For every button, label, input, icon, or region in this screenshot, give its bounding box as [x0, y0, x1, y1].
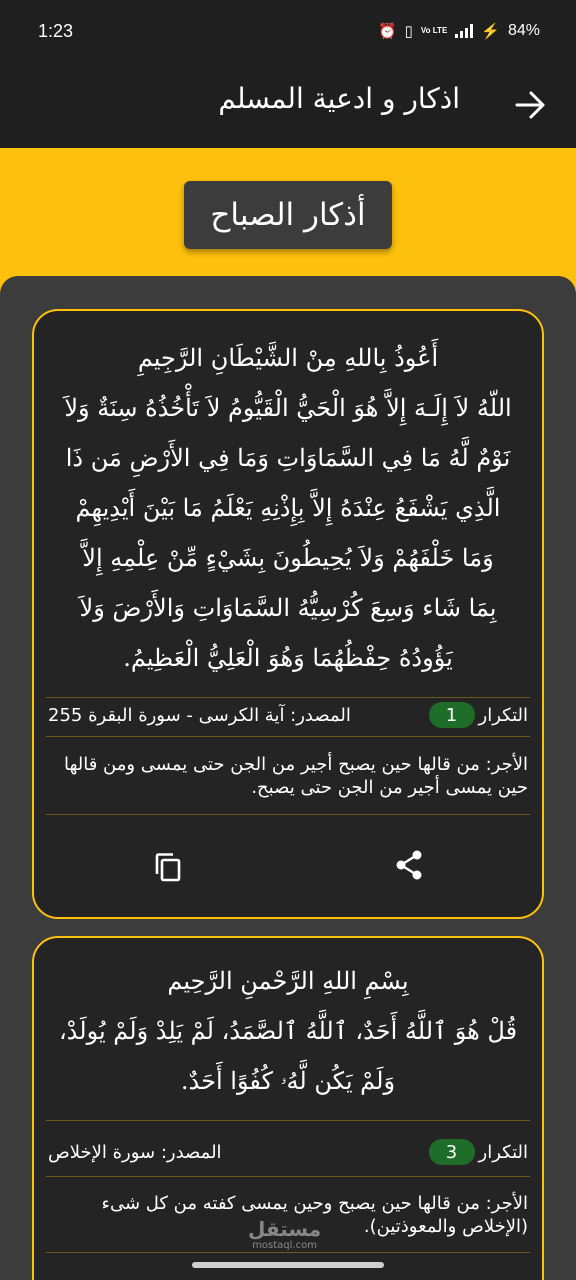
repeat-label: التكرار [478, 704, 528, 726]
meta-row [48, 697, 528, 733]
source-text: المصدر: آية الكرسى - سورة البقرة 255 [48, 704, 351, 726]
content-panel [0, 276, 576, 1280]
zikr-line: قُلْ هُوَ ٱللَّهُ أَحَدٌ، ٱللَّهُ ٱلصَّمَدُ، لَمْ يَلِدْ وَلَمْ يُولَدْ، [58, 1017, 518, 1045]
repeat-label: التكرار [478, 1141, 528, 1163]
share-button[interactable] [389, 845, 429, 885]
arrow-right-icon [514, 90, 548, 120]
copy-icon [154, 852, 182, 882]
zikr-line: يَؤُودُهُ حِفْظُهُمَا وَهُوَ الْعَلِيُّ الْعَظِيمُ. [123, 644, 453, 672]
back-button[interactable] [514, 90, 548, 120]
repeat-count-badge: 1 [429, 702, 475, 728]
watermark-sub: mostaql.com [252, 1240, 317, 1251]
zikr-text [48, 333, 528, 683]
zikr-card [32, 309, 544, 919]
charging-icon: ⚡ [481, 22, 500, 40]
divider [46, 736, 530, 737]
network-type: Vo LTE [420, 26, 448, 35]
repeat-count-badge: 3 [429, 1139, 475, 1165]
zikr-line: وَمَا خَلْفَهُمْ وَلاَ يُحِيطُونَ بِشَيْءٍ مِّنْ عِلْمِهِ إِلاَّ [82, 544, 494, 572]
watermark-main: مستقل [248, 1217, 322, 1241]
repeat-group [429, 702, 528, 728]
share-icon [394, 849, 424, 881]
copy-button[interactable] [148, 847, 188, 887]
alarm-icon: ⏰ [377, 22, 397, 40]
zikr-line: نَوْمٌ لَّهُ مَا فِي السَّمَاوَاتِ وَمَا فِي الأَرْضِ مَن ذَا [65, 444, 511, 472]
status-time: 1:23 [38, 20, 74, 41]
divider [46, 814, 530, 815]
zikr-line: بِسْمِ اللهِ الرَّحْمنِ الرَّحِيم [167, 967, 409, 995]
repeat-group [429, 1139, 528, 1165]
section-title: أذكار الصباح [184, 181, 392, 249]
divider [46, 1120, 530, 1121]
zikr-line: الَّذِي يَشْفَعُ عِنْدَهُ إِلاَّ بِإِذْنِهِ يَعْلَمُ مَا بَيْنَ أَيْدِيهِمْ [75, 494, 501, 522]
source-text: المصدر: سورة الإخلاص [48, 1141, 222, 1163]
home-indicator[interactable] [192, 1262, 384, 1268]
reward-text: الأجر: من قالها حين يصبح أجير من الجن حتى يمسى ومن قالها حين يمسى أجير من الجن حتى يصبح. [63, 754, 528, 798]
watermark-logo [248, 1218, 321, 1252]
zikr-line: اللّهُ لاَ إِلَـهَ إِلاَّ هُوَ الْحَيُّ الْقَيُّومُ لاَ تَأْخُذُهُ سِنَةٌ وَلاَ [64, 394, 512, 422]
reward-text: الأجر: من قالها حين يصبح وحين يمسى كفته من كل شىء (الإخلاص والمعوذتين). [101, 1193, 528, 1237]
divider [46, 1176, 530, 1177]
app-bar [0, 62, 576, 148]
zikr-line: بِمَا شَاء وَسِعَ كُرْسِيُّهُ السَّمَاوَاتِ وَالأَرْضَ وَلاَ [79, 594, 497, 622]
divider [46, 1252, 530, 1253]
zikr-line: أَعُوذُ بِاللهِ مِنْ الشَّيْطَانِ الرَّجِيمِ [137, 344, 439, 372]
vibrate-icon: ▯ [404, 22, 413, 40]
status-bar [0, 0, 576, 62]
meta-row [48, 1134, 528, 1170]
battery-level: 84% [507, 22, 540, 39]
zikr-line: وَلَمْ يَكُن لَّهُۥ كُفُوًا أَحَدٌ. [180, 1067, 396, 1095]
zikr-text [48, 956, 528, 1106]
app-title: اذكار و ادعية المسلم [218, 82, 460, 115]
status-icons [378, 22, 540, 40]
signal-icon [455, 24, 473, 38]
